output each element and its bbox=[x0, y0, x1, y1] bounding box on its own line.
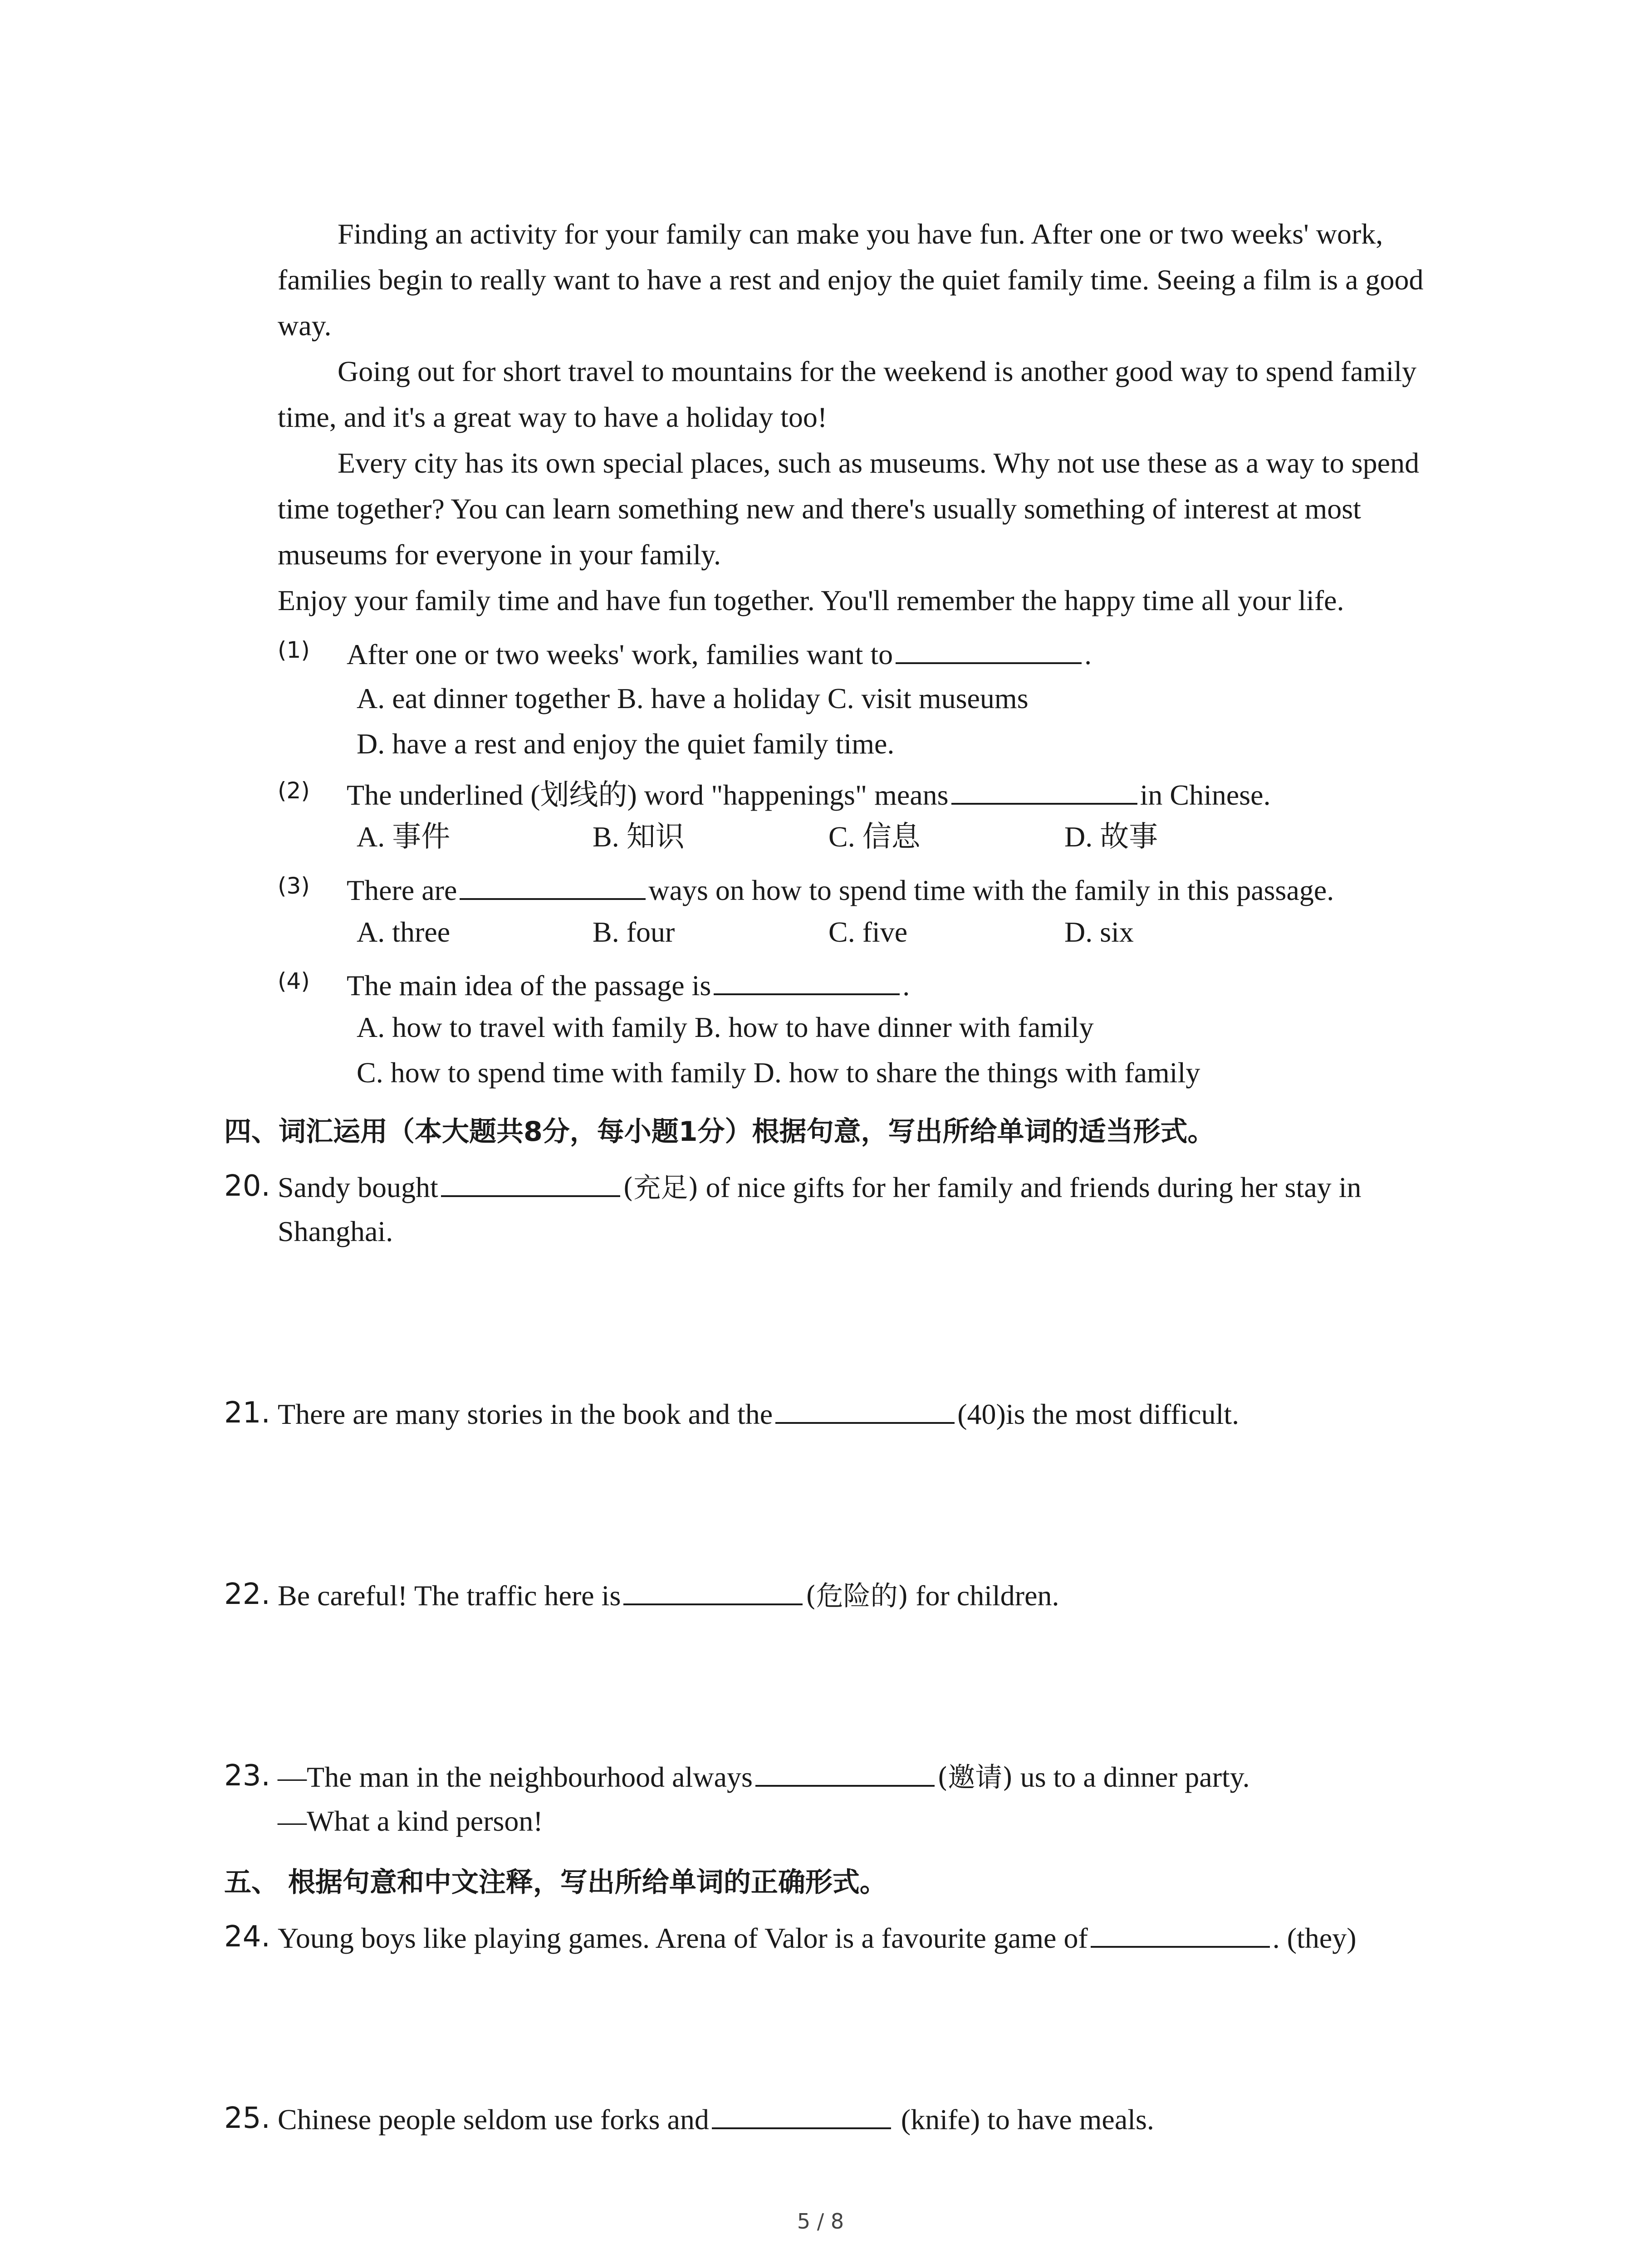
question-4-options: C. how to spend time with family D. how to share the things with family bbox=[357, 1056, 1200, 1089]
question-1-text: After one or two weeks' work, families want to . bbox=[347, 635, 1092, 673]
passage-paragraph-3: Every city has its own special places, such as museums. Why not use these as a way to spend time together? You can learn something new and there's usually something of interest at most museums for everyone in your family. bbox=[278, 447, 1420, 571]
item-number: 24. bbox=[224, 1920, 270, 1954]
answer-blank[interactable] bbox=[1091, 1919, 1270, 1948]
item-22-text: Be careful! The traffic here is (危险的) for children. bbox=[278, 1576, 1059, 1614]
answer-blank[interactable] bbox=[623, 1576, 803, 1605]
option-b[interactable]: B. 知识 bbox=[593, 821, 685, 853]
option-c[interactable]: C. 信息 bbox=[828, 821, 921, 853]
passage-paragraph-1: Finding an activity for your family can make you have fun. After one or two weeks' work, families begin to really want to have a rest and enjoy the quiet family time. Seeing a film is a good way. bbox=[278, 218, 1424, 342]
item-number: 20. bbox=[224, 1169, 270, 1203]
answer-blank[interactable] bbox=[714, 966, 900, 995]
option-a[interactable]: A. 事件 bbox=[357, 821, 451, 853]
question-1-options: A. eat dinner together B. have a holiday C. visit museums bbox=[357, 682, 1029, 714]
option-b[interactable]: B. four bbox=[593, 916, 675, 948]
answer-blank[interactable] bbox=[896, 635, 1082, 664]
section-4-heading: 四、词汇运用（本大题共8分，每小题1分）根据句意，写出所给单词的适当形式。 bbox=[224, 1116, 1215, 1148]
question-2-text: The underlined (划线的) word "happenings" means in Chinese. bbox=[347, 776, 1271, 813]
item-20-text: Sandy bought (充足) of nice gifts for her family and friends during her stay in bbox=[278, 1168, 1362, 1206]
question-number: (1) bbox=[278, 637, 310, 663]
question-4-text: The main idea of the passage is . bbox=[347, 966, 910, 1004]
item-number: 22. bbox=[224, 1578, 270, 1611]
answer-blank[interactable] bbox=[441, 1168, 620, 1197]
question-1-options: D. have a rest and enjoy the quiet family time. bbox=[357, 728, 895, 760]
item-25-text: Chinese people seldom use forks and (knife) to have meals. bbox=[278, 2100, 1154, 2138]
answer-blank[interactable] bbox=[712, 2100, 891, 2129]
item-number: 23. bbox=[224, 1759, 270, 1793]
question-number: (3) bbox=[278, 873, 310, 899]
answer-blank[interactable] bbox=[951, 776, 1137, 805]
option-d[interactable]: D. 故事 bbox=[1064, 821, 1158, 853]
option-a[interactable]: A. three bbox=[357, 916, 451, 948]
item-20-text-continued: Shanghai. bbox=[278, 1215, 393, 1247]
question-number: (2) bbox=[278, 777, 310, 804]
item-24-text: Young boys like playing games. Arena of Valor is a favourite game of . (they) bbox=[278, 1919, 1357, 1956]
answer-blank[interactable] bbox=[775, 1395, 955, 1424]
item-21-text: There are many stories in the book and the (40)is the most difficult. bbox=[278, 1395, 1239, 1432]
question-3-text: There are ways on how to spend time with the family in this passage. bbox=[347, 871, 1334, 909]
question-number: (4) bbox=[278, 968, 310, 994]
section-5-heading: 五、 根据句意和中文注释，写出所给单词的正确形式。 bbox=[224, 1867, 887, 1898]
item-number: 21. bbox=[224, 1396, 270, 1430]
answer-blank[interactable] bbox=[460, 871, 646, 900]
passage-paragraph-2: Going out for short travel to mountains for the weekend is another good way to spend family time, and it's a great way to have a holiday too! bbox=[278, 355, 1417, 433]
passage-paragraph-4: Enjoy your family time and have fun together. You'll remember the happy time all your life. bbox=[278, 584, 1344, 616]
answer-blank[interactable] bbox=[755, 1758, 935, 1787]
item-23-reply: —What a kind person! bbox=[278, 1805, 543, 1837]
item-number: 25. bbox=[224, 2102, 270, 2135]
item-23-text: —The man in the neighbourhood always (邀请) us to a dinner party. bbox=[278, 1758, 1250, 1796]
option-c[interactable]: C. five bbox=[828, 916, 908, 948]
option-d[interactable]: D. six bbox=[1064, 916, 1134, 948]
page-number: 5 / 8 bbox=[797, 2209, 844, 2234]
question-4-options: A. how to travel with family B. how to have dinner with family bbox=[357, 1011, 1094, 1043]
